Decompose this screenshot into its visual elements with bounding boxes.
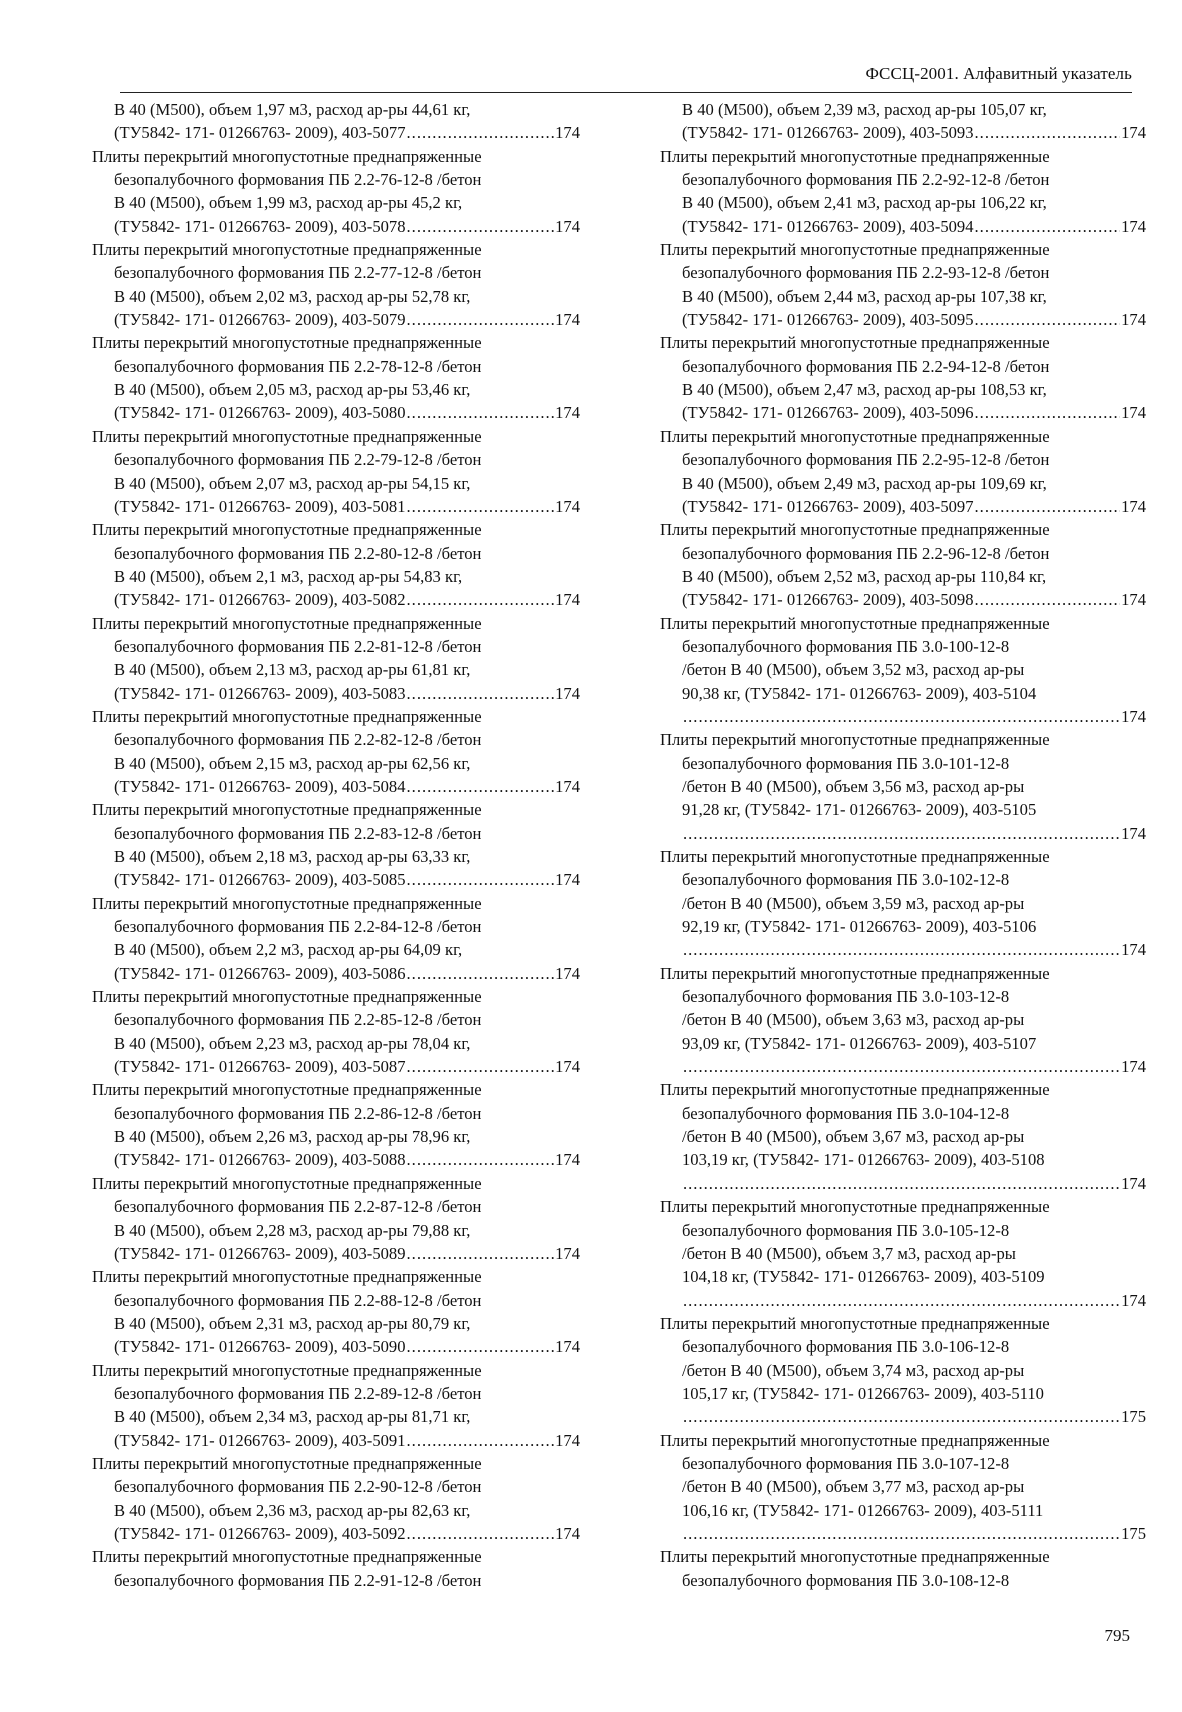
entry-line: безопалубочного формования ПБ 3.0-106-12-8: [682, 1337, 1010, 1357]
entry-line: /бетон В 40 (М500), объем 3,56 м3, расход ар-ры: [682, 776, 1025, 796]
dot-leader: [407, 775, 555, 798]
entry-line: Плиты перекрытий многопустотные преднапряженные: [660, 847, 1050, 866]
right-index-column: [660, 98, 1146, 1592]
entry-page-ref: 174: [555, 1057, 580, 1077]
entry-final-line: [92, 308, 580, 331]
entry-final-line: [92, 121, 580, 144]
index-entry: [660, 425, 1146, 518]
entry-page-ref: 174: [1121, 940, 1146, 960]
entry-line: безопалубочного формования ПБ 3.0-108-12-8: [682, 1570, 1010, 1590]
entry-reference: (ТУ5842- 171- 01266763- 2009), 403-5080: [114, 403, 406, 423]
entry-line: 91,28 кг, (ТУ5842- 171- 01266763- 2009), 403-5105: [682, 800, 1037, 820]
entry-line: безопалубочного формования ПБ 2.2-87-12-8 /бетон: [114, 1197, 482, 1217]
entry-line: В 40 (М500), объем 2,52 м3, расход ар-ры 110,84 кг,: [682, 566, 1047, 586]
entry-line: безопалубочного формования ПБ 3.0-102-12-8: [682, 870, 1010, 890]
entry-line: Плиты перекрытий многопустотные преднапряженные: [660, 1430, 1050, 1450]
index-entry: [92, 612, 580, 705]
dot-leader: [407, 215, 555, 238]
entry-line: безопалубочного формования ПБ 2.2-88-12-8 /бетон: [114, 1290, 482, 1310]
entry-line: В 40 (М500), объем 2,07 м3, расход ар-ры 54,15 кг,: [114, 473, 471, 493]
entry-line: Плиты перекрытий многопустотные преднапряженные: [92, 146, 482, 166]
entry-line: Плиты перекрытий многопустотные преднапряженные: [92, 706, 482, 726]
entry-page-ref: 174: [555, 683, 580, 703]
entry-line: Плиты перекрытий многопустотные преднапряженные: [92, 333, 482, 353]
entry-page-ref: 174: [1121, 496, 1146, 516]
entry-final-line: [660, 1405, 1146, 1428]
entry-reference: (ТУ5842- 171- 01266763- 2009), 403-5082: [114, 590, 406, 610]
entry-line: Плиты перекрытий многопустотные преднапряженные: [660, 613, 1050, 633]
entry-reference: (ТУ5842- 171- 01266763- 2009), 403-5086: [114, 963, 406, 983]
entry-final-line: [660, 938, 1146, 961]
entry-page-ref: 174: [555, 123, 580, 143]
entry-line: 92,19 кг, (ТУ5842- 171- 01266763- 2009), 403-5106: [682, 917, 1037, 937]
entry-page-ref: 174: [1121, 590, 1146, 610]
entry-line: В 40 (М500), объем 2,34 м3, расход ар-ры 81,71 кг,: [114, 1407, 471, 1427]
entry-line: Плиты перекрытий многопустотные преднапряженные: [660, 426, 1050, 446]
entry-reference: (ТУ5842- 171- 01266763- 2009), 403-5083: [114, 683, 406, 703]
entry-page-ref: 174: [555, 216, 580, 236]
entry-line: безопалубочного формования ПБ 2.2-79-12-8 /бетон: [114, 450, 482, 470]
entry-page-ref: 174: [555, 963, 580, 983]
entry-line: В 40 (М500), объем 2,39 м3, расход ар-ры 105,07 кг,: [682, 100, 1047, 119]
entry-line: безопалубочного формования ПБ 3.0-107-12-8: [682, 1453, 1010, 1473]
index-entry: [660, 845, 1146, 962]
index-entry: [660, 1312, 1146, 1429]
dot-leader: [975, 401, 1121, 424]
entry-line: безопалубочного формования ПБ 3.0-105-12-8: [682, 1220, 1010, 1240]
entry-reference: (ТУ5842- 171- 01266763- 2009), 403-5078: [114, 216, 406, 236]
entry-line: Плиты перекрытий многопустотные преднапряженные: [92, 1547, 482, 1567]
index-entry: [660, 98, 1146, 145]
entry-page-ref: 174: [1121, 310, 1146, 330]
entry-page-ref: 174: [555, 496, 580, 516]
entry-line: Плиты перекрытий многопустотные преднапряженные: [92, 1173, 482, 1193]
entry-final-line: [660, 1172, 1146, 1195]
entry-line: безопалубочного формования ПБ 2.2-89-12-8 /бетон: [114, 1383, 482, 1403]
entry-line: Плиты перекрытий многопустотные преднапряженные: [660, 240, 1050, 260]
index-entry: [92, 98, 580, 145]
entry-reference: (ТУ5842- 171- 01266763- 2009), 403-5085: [114, 870, 406, 890]
dot-leader: [407, 1522, 555, 1545]
index-entry: [660, 612, 1146, 729]
index-entry: [660, 1429, 1146, 1546]
entry-final-line: [660, 495, 1146, 518]
entry-line: /бетон В 40 (М500), объем 3,77 м3, расход ар-ры: [682, 1477, 1025, 1497]
entry-line: безопалубочного формования ПБ 2.2-81-12-8 /бетон: [114, 636, 482, 656]
index-entry: [92, 985, 580, 1078]
entry-reference: (ТУ5842- 171- 01266763- 2009), 403-5096: [682, 403, 974, 423]
entry-line: Плиты перекрытий многопустотные преднапряженные: [92, 520, 482, 540]
index-entry: [660, 145, 1146, 238]
dot-leader: [407, 962, 555, 985]
entry-final-line: [92, 682, 580, 705]
entry-line: В 40 (М500), объем 2,28 м3, расход ар-ры 79,88 кг,: [114, 1220, 471, 1240]
entry-line: В 40 (М500), объем 2,41 м3, расход ар-ры 106,22 кг,: [682, 193, 1047, 213]
entry-page-ref: 174: [555, 1430, 580, 1450]
entry-line: Плиты перекрытий многопустотные преднапряженные: [660, 1080, 1050, 1100]
entry-reference: (ТУ5842- 171- 01266763- 2009), 403-5098: [682, 590, 974, 610]
index-entry: [660, 1078, 1146, 1195]
entry-line: безопалубочного формования ПБ 2.2-80-12-8 /бетон: [114, 543, 482, 563]
entry-line: Плиты перекрытий многопустотные преднапряженные: [92, 893, 482, 913]
entry-line: Плиты перекрытий многопустотные преднапряженные: [660, 963, 1050, 983]
entry-line: В 40 (М500), объем 2,49 м3, расход ар-ры 109,69 кг,: [682, 473, 1047, 493]
entry-reference: (ТУ5842- 171- 01266763- 2009), 403-5095: [682, 310, 974, 330]
entry-page-ref: 174: [555, 776, 580, 796]
index-entry: [92, 145, 580, 238]
entry-line: безопалубочного формования ПБ 2.2-77-12-8 /бетон: [114, 263, 482, 283]
index-entry: [92, 518, 580, 611]
entry-page-ref: 174: [555, 310, 580, 330]
entry-line: В 40 (М500), объем 2,18 м3, расход ар-ры 63,33 кг,: [114, 847, 471, 866]
index-entry: [92, 1172, 580, 1265]
entry-line: 93,09 кг, (ТУ5842- 171- 01266763- 2009), 403-5107: [682, 1033, 1037, 1053]
entry-final-line: [92, 1335, 580, 1358]
entry-final-line: [92, 1148, 580, 1171]
entry-page-ref: 174: [1121, 1057, 1146, 1077]
dot-leader: [683, 1055, 1120, 1078]
entry-reference: (ТУ5842- 171- 01266763- 2009), 403-5090: [114, 1337, 406, 1357]
entry-final-line: [92, 1242, 580, 1265]
entry-line: В 40 (М500), объем 2,44 м3, расход ар-ры 107,38 кг,: [682, 286, 1047, 306]
entry-final-line: [92, 215, 580, 238]
entry-page-ref: 175: [1121, 1523, 1146, 1543]
entry-reference: (ТУ5842- 171- 01266763- 2009), 403-5093: [682, 123, 974, 143]
entry-line: /бетон В 40 (М500), объем 3,59 м3, расход ар-ры: [682, 893, 1025, 913]
dot-leader: [683, 705, 1120, 728]
dot-leader: [407, 868, 555, 891]
index-entry: [92, 1265, 580, 1358]
dot-leader: [407, 308, 555, 331]
entry-line: Плиты перекрытий многопустотные преднапряженные: [92, 613, 482, 633]
entry-line: Плиты перекрытий многопустотные преднапряженные: [660, 1197, 1050, 1217]
entry-line: Плиты перекрытий многопустотные преднапряженные: [92, 426, 482, 446]
entry-page-ref: 174: [555, 1243, 580, 1263]
entry-line: безопалубочного формования ПБ 3.0-101-12-8: [682, 753, 1010, 773]
entry-line: Плиты перекрытий многопустотные преднапряженные: [92, 800, 482, 820]
entry-page-ref: 174: [555, 590, 580, 610]
entry-line: безопалубочного формования ПБ 2.2-91-12-8 /бетон: [114, 1570, 482, 1590]
entry-reference: (ТУ5842- 171- 01266763- 2009), 403-5094: [682, 216, 974, 236]
entry-final-line: [660, 705, 1146, 728]
entry-reference: (ТУ5842- 171- 01266763- 2009), 403-5087: [114, 1057, 406, 1077]
dot-leader: [407, 401, 555, 424]
entry-final-line: [660, 1289, 1146, 1312]
entry-line: 104,18 кг, (ТУ5842- 171- 01266763- 2009), 403-5109: [682, 1267, 1045, 1287]
entry-line: Плиты перекрытий многопустотные преднапряженные: [92, 1453, 482, 1473]
index-entry: [660, 1195, 1146, 1312]
index-entry: [92, 238, 580, 331]
dot-leader: [407, 1148, 555, 1171]
entry-page-ref: 174: [555, 403, 580, 423]
dot-leader: [683, 938, 1120, 961]
index-entry: [92, 892, 580, 985]
entry-reference: (ТУ5842- 171- 01266763- 2009), 403-5097: [682, 496, 974, 516]
entry-line: безопалубочного формования ПБ 2.2-76-12-8 /бетон: [114, 170, 482, 190]
index-entry: [92, 1452, 580, 1545]
entry-line: безопалубочного формования ПБ 2.2-85-12-8 /бетон: [114, 1010, 482, 1030]
entry-final-line: [660, 121, 1146, 144]
entry-final-line: [92, 1522, 580, 1545]
entry-line: Плиты перекрытий многопустотные преднапряженные: [660, 1547, 1050, 1567]
dot-leader: [975, 308, 1121, 331]
index-entry: [92, 798, 580, 891]
entry-line: 90,38 кг, (ТУ5842- 171- 01266763- 2009), 403-5104: [682, 683, 1037, 703]
entry-line: Плиты перекрытий многопустотные преднапряженные: [92, 987, 482, 1007]
entry-reference: (ТУ5842- 171- 01266763- 2009), 403-5079: [114, 310, 406, 330]
entry-page-ref: 174: [1121, 403, 1146, 423]
dot-leader: [683, 822, 1120, 845]
entry-final-line: [92, 401, 580, 424]
index-entry: [660, 962, 1146, 1079]
dot-leader: [683, 1405, 1120, 1428]
entry-line: 103,19 кг, (ТУ5842- 171- 01266763- 2009), 403-5108: [682, 1150, 1045, 1170]
dot-leader: [975, 121, 1121, 144]
entry-page-ref: 174: [555, 1150, 580, 1170]
running-header: ФССЦ-2001. Алфавитный указатель: [865, 64, 1132, 83]
entry-line: В 40 (М500), объем 2,02 м3, расход ар-ры 52,78 кг,: [114, 286, 471, 306]
entry-line: безопалубочного формования ПБ 2.2-82-12-8 /бетон: [114, 730, 482, 750]
entry-line: безопалубочного формования ПБ 2.2-83-12-8 /бетон: [114, 823, 482, 843]
entry-page-ref: 175: [1121, 1407, 1146, 1427]
entry-line: безопалубочного формования ПБ 2.2-95-12-8 /бетон: [682, 450, 1050, 470]
entry-line: безопалубочного формования ПБ 2.2-93-12-8 /бетон: [682, 263, 1050, 283]
entry-line: безопалубочного формования ПБ 3.0-104-12-8: [682, 1103, 1010, 1123]
index-entry: [660, 518, 1146, 611]
dot-leader: [407, 1055, 555, 1078]
dot-leader: [407, 1335, 555, 1358]
entry-line: /бетон В 40 (М500), объем 3,74 м3, расход ар-ры: [682, 1360, 1025, 1380]
entry-line: В 40 (М500), объем 1,97 м3, расход ар-ры 44,61 кг,: [114, 100, 471, 119]
entry-line: В 40 (М500), объем 2,2 м3, расход ар-ры 64,09 кг,: [114, 940, 463, 960]
dot-leader: [407, 495, 555, 518]
dot-leader: [975, 215, 1121, 238]
entry-reference: (ТУ5842- 171- 01266763- 2009), 403-5081: [114, 496, 406, 516]
entry-reference: (ТУ5842- 171- 01266763- 2009), 403-5084: [114, 776, 406, 796]
entry-page-ref: 174: [1121, 823, 1146, 843]
index-entry: [92, 331, 580, 424]
dot-leader: [407, 682, 555, 705]
entry-line: В 40 (М500), объем 2,36 м3, расход ар-ры 82,63 кг,: [114, 1500, 471, 1520]
entry-page-ref: 174: [1121, 216, 1146, 236]
entry-final-line: [660, 308, 1146, 331]
dot-leader: [975, 588, 1121, 611]
entry-final-line: [660, 401, 1146, 424]
entry-final-line: [92, 1429, 580, 1452]
dot-leader: [683, 1522, 1120, 1545]
entry-line: 106,16 кг, (ТУ5842- 171- 01266763- 2009), 403-5111: [682, 1500, 1044, 1520]
entry-page-ref: 174: [1121, 1173, 1146, 1193]
entry-line: В 40 (М500), объем 2,05 м3, расход ар-ры 53,46 кг,: [114, 380, 471, 400]
entry-line: безопалубочного формования ПБ 2.2-90-12-8 /бетон: [114, 1477, 482, 1497]
entry-line: Плиты перекрытий многопустотные преднапряженные: [660, 1313, 1050, 1333]
entry-final-line: [660, 588, 1146, 611]
entry-final-line: [92, 1055, 580, 1078]
entry-final-line: [660, 215, 1146, 238]
entry-line: В 40 (М500), объем 2,13 м3, расход ар-ры 61,81 кг,: [114, 660, 471, 680]
entry-line: Плиты перекрытий многопустотные преднапряженные: [660, 730, 1050, 750]
entry-line: безопалубочного формования ПБ 2.2-86-12-8 /бетон: [114, 1103, 482, 1123]
entry-reference: (ТУ5842- 171- 01266763- 2009), 403-5092: [114, 1523, 406, 1543]
header-rule: [120, 92, 1132, 93]
entry-line: безопалубочного формования ПБ 3.0-100-12-8: [682, 636, 1010, 656]
entry-final-line: [92, 588, 580, 611]
entry-line: В 40 (М500), объем 2,1 м3, расход ар-ры 54,83 кг,: [114, 566, 463, 586]
index-entry: [92, 1545, 580, 1592]
entry-line: безопалубочного формования ПБ 3.0-103-12-8: [682, 987, 1010, 1007]
dot-leader: [683, 1289, 1120, 1312]
entry-line: /бетон В 40 (М500), объем 3,67 м3, расход ар-ры: [682, 1127, 1025, 1147]
page-number: 795: [1104, 1626, 1130, 1645]
entry-final-line: [660, 1055, 1146, 1078]
dot-leader: [407, 121, 555, 144]
entry-line: безопалубочного формования ПБ 2.2-94-12-8 /бетон: [682, 356, 1050, 376]
entry-line: безопалубочного формования ПБ 2.2-92-12-8 /бетон: [682, 170, 1050, 190]
index-entry: [660, 728, 1146, 845]
entry-page-ref: 174: [555, 870, 580, 890]
entry-line: В 40 (М500), объем 2,23 м3, расход ар-ры 78,04 кг,: [114, 1033, 471, 1053]
entry-final-line: [92, 775, 580, 798]
entry-line: Плиты перекрытий многопустотные преднапряженные: [92, 1267, 482, 1287]
index-entry: [92, 425, 580, 518]
entry-line: безопалубочного формования ПБ 2.2-78-12-8 /бетон: [114, 356, 482, 376]
entry-line: 105,17 кг, (ТУ5842- 171- 01266763- 2009), 403-5110: [682, 1383, 1044, 1403]
entry-page-ref: 174: [1121, 123, 1146, 143]
dot-leader: [407, 588, 555, 611]
entry-line: В 40 (М500), объем 2,15 м3, расход ар-ры 62,56 кг,: [114, 753, 471, 773]
entry-line: /бетон В 40 (М500), объем 3,52 м3, расход ар-ры: [682, 660, 1025, 680]
index-entry: [660, 331, 1146, 424]
index-entry: [660, 1545, 1146, 1592]
entry-line: безопалубочного формования ПБ 2.2-96-12-8 /бетон: [682, 543, 1050, 563]
entry-line: В 40 (М500), объем 1,99 м3, расход ар-ры 45,2 кг,: [114, 193, 463, 213]
index-entry: [92, 705, 580, 798]
entry-line: Плиты перекрытий многопустотные преднапряженные: [92, 240, 482, 260]
entry-page-ref: 174: [555, 1337, 580, 1357]
entry-line: безопалубочного формования ПБ 2.2-84-12-8 /бетон: [114, 917, 482, 937]
entry-final-line: [92, 495, 580, 518]
entry-reference: (ТУ5842- 171- 01266763- 2009), 403-5088: [114, 1150, 406, 1170]
dot-leader: [683, 1172, 1120, 1195]
entry-reference: (ТУ5842- 171- 01266763- 2009), 403-5089: [114, 1243, 406, 1263]
dot-leader: [975, 495, 1121, 518]
entry-line: В 40 (М500), объем 2,31 м3, расход ар-ры 80,79 кг,: [114, 1313, 471, 1333]
entry-page-ref: 174: [1121, 706, 1146, 726]
entry-page-ref: 174: [1121, 1290, 1146, 1310]
entry-line: Плиты перекрытий многопустотные преднапряженные: [660, 146, 1050, 166]
entry-page-ref: 174: [555, 1523, 580, 1543]
entry-reference: (ТУ5842- 171- 01266763- 2009), 403-5091: [114, 1430, 406, 1450]
entry-final-line: [92, 962, 580, 985]
left-index-column: [92, 98, 580, 1592]
entry-line: Плиты перекрытий многопустотные преднапряженные: [660, 333, 1050, 353]
entry-line: В 40 (М500), объем 2,47 м3, расход ар-ры 108,53 кг,: [682, 380, 1047, 400]
entry-line: В 40 (М500), объем 2,26 м3, расход ар-ры 78,96 кг,: [114, 1127, 471, 1147]
entry-final-line: [660, 822, 1146, 845]
entry-line: /бетон В 40 (М500), объем 3,7 м3, расход ар-ры: [682, 1243, 1016, 1263]
entry-final-line: [92, 868, 580, 891]
index-entry: [92, 1078, 580, 1171]
dot-leader: [407, 1429, 555, 1452]
index-entry: [660, 238, 1146, 331]
entry-line: /бетон В 40 (М500), объем 3,63 м3, расход ар-ры: [682, 1010, 1025, 1030]
entry-final-line: [660, 1522, 1146, 1545]
entry-line: Плиты перекрытий многопустотные преднапряженные: [660, 520, 1050, 540]
entry-line: Плиты перекрытий многопустотные преднапряженные: [92, 1360, 482, 1380]
index-entry: [92, 1359, 580, 1452]
entry-line: Плиты перекрытий многопустотные преднапряженные: [92, 1080, 482, 1100]
entry-reference: (ТУ5842- 171- 01266763- 2009), 403-5077: [114, 123, 406, 143]
dot-leader: [407, 1242, 555, 1265]
